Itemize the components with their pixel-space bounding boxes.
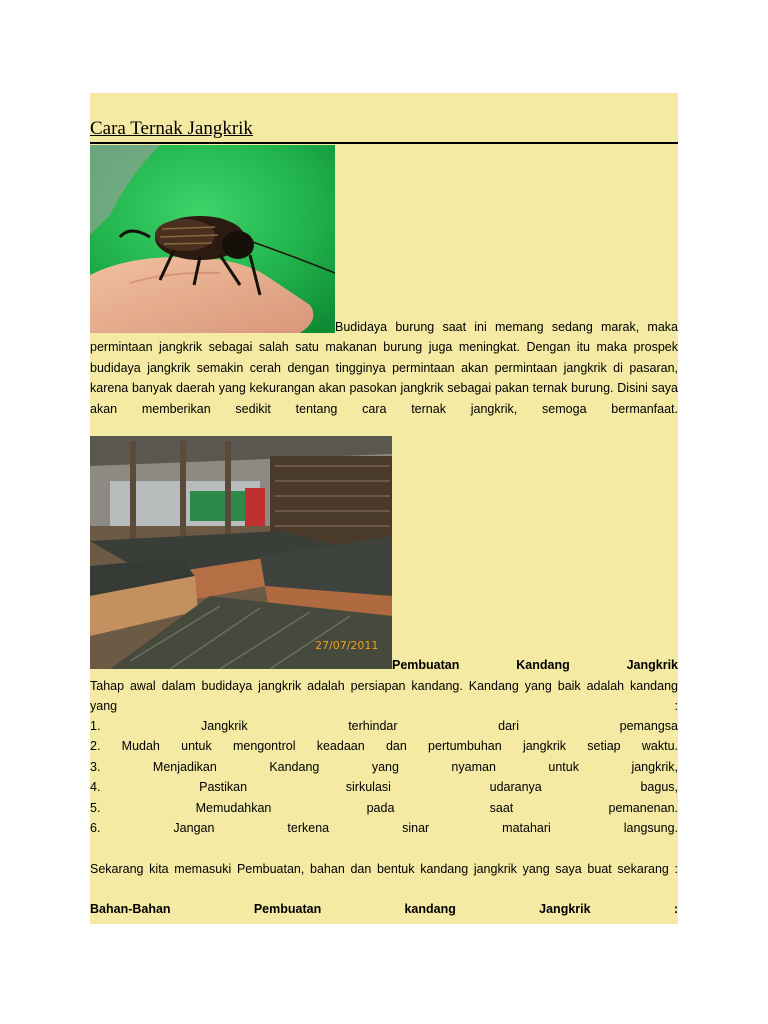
intro-line-1: Budidaya burung saat ini memang sedang marak, maka (335, 320, 678, 334)
document-page (90, 93, 678, 924)
cage-photo (90, 436, 392, 669)
section-heading: Pembuatan Kandang Jangkrik (392, 658, 678, 672)
list-item: 4. Pastikan sirkulasi udaranya bagus, (90, 780, 678, 794)
section-intro-1: Tahap awal dalam budidaya jangkrik adalah persiapan kandang. Kandang yang baik adalah kandang (90, 679, 678, 693)
list-item: 1. Jangkrik terhindar dari pemangsa (90, 719, 678, 733)
section-intro-2 (90, 696, 678, 717)
list-item: 3. Menjadikan Kandang yang nyaman untuk jangkrik, (90, 760, 678, 774)
page-title: Cara Ternak Jangkrik (90, 116, 678, 144)
materials-heading: Bahan-Bahan Pembuatan kandang Jangkrik : (90, 902, 678, 916)
intro-line-2: permintaan jangkrik sebagai salah satu makanan burung juga meningkat. Dengan itu maka prospek (90, 340, 678, 354)
photo-date-stamp: 27/07/2011 (315, 639, 379, 652)
list-item: 5. Memudahkan pada saat pemanenan. (90, 801, 678, 815)
intro-line-3: budidaya jangkrik semakin cerah dengan tingginya permintaan akan permintaan jangkrik di pasaran, (90, 361, 678, 375)
list-item: 2. Mudah untuk mengontrol keadaan dan pertumbuhan jangkrik setiap waktu. (90, 739, 678, 753)
intro-line-4: karena banyak daerah yang kekurangan akan pasokan jangkrik sebagai pakan ternak burung. Disini saya (90, 381, 678, 395)
section-intro-2-word: yang (90, 699, 118, 713)
list-item: 6. Jangan terkena sinar matahari langsung. (90, 821, 678, 835)
materials-intro: Sekarang kita memasuki Pembuatan, bahan dan bentuk kandang jangkrik yang saya buat sekarang : (90, 862, 678, 876)
section-intro-2-colon: : (674, 699, 678, 713)
cricket-photo (90, 145, 335, 333)
intro-line-5: akan memberikan sedikit tentang cara ternak jangkrik, semoga bermanfaat. (90, 402, 678, 416)
